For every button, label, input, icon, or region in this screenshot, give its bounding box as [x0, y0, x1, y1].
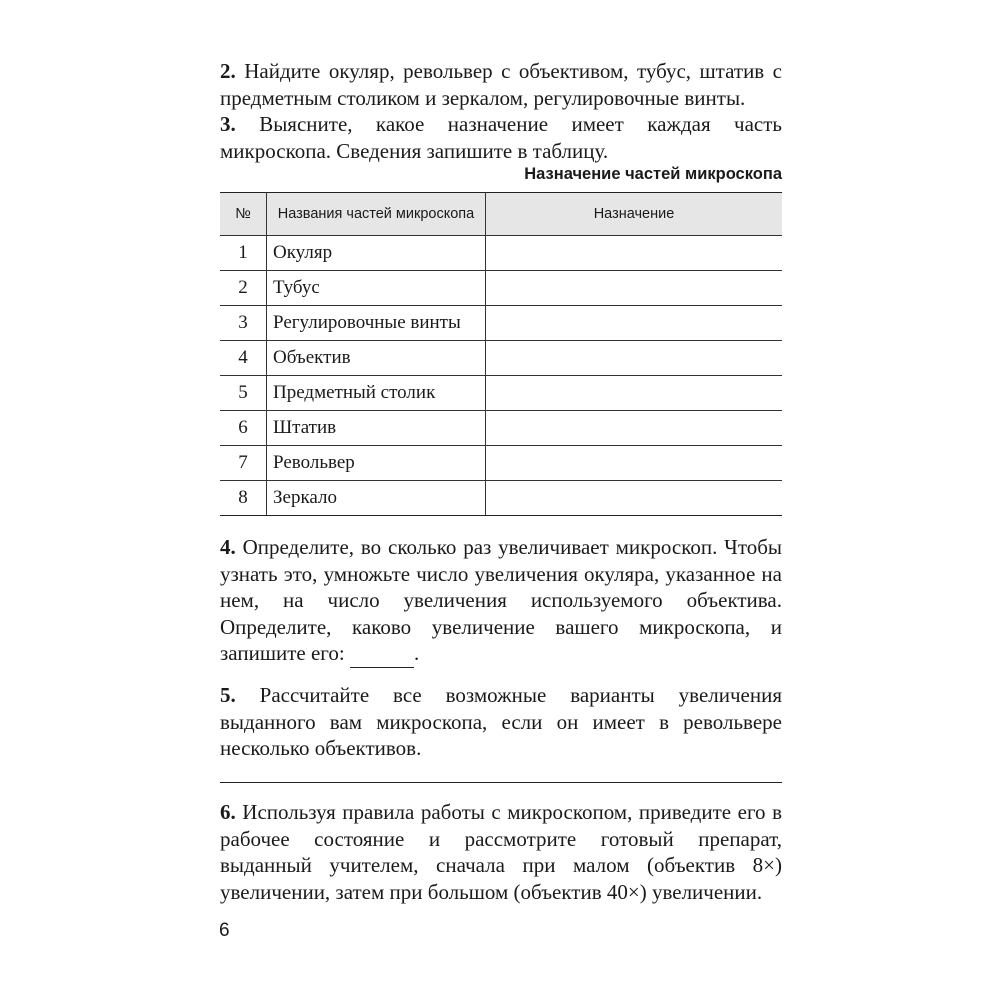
row-part-name: Зеркало: [267, 481, 486, 516]
table-row: [220, 446, 782, 481]
header-purpose: Назначение: [486, 193, 783, 236]
row-number: 7: [220, 446, 267, 481]
header-number: №: [220, 193, 267, 236]
page-number: 6: [219, 920, 230, 941]
table-row: [220, 411, 782, 446]
row-number: 3: [220, 306, 267, 341]
row-part-name: Регулировочные винты: [267, 306, 486, 341]
row-part-name: Тубус: [267, 271, 486, 306]
table-row: [220, 341, 782, 376]
row-number: 2: [220, 271, 267, 306]
row-purpose-cell[interactable]: [486, 411, 783, 446]
task-6-number: 6.: [220, 800, 236, 824]
task-3-text: Выясните, какое назначение имеет каждая часть микроскопа. Сведения запишите в таблицу.: [220, 112, 782, 163]
task-4: [220, 534, 782, 668]
row-part-name: Объектив: [267, 341, 486, 376]
table-caption: Назначение частей микроскопа: [524, 165, 782, 183]
row-number: 4: [220, 341, 267, 376]
row-purpose-cell[interactable]: [486, 271, 783, 306]
task-6-text: Используя правила работы с микроскопом, приведите его в рабочее состояние и рассмотрите готовый препарат, выданный учителем, сначала при малом (объектив 8×) увеличении, затем при большом (объектив 40×) увеличении.: [220, 800, 782, 904]
task-5: [220, 682, 782, 762]
microscope-parts-table: [220, 192, 782, 516]
row-part-name: Окуляр: [267, 236, 486, 271]
row-purpose-cell[interactable]: [486, 341, 783, 376]
table-row: [220, 306, 782, 341]
task-4-number: 4.: [220, 535, 236, 559]
table-row: [220, 236, 782, 271]
answer-line[interactable]: [220, 782, 782, 783]
row-number: 5: [220, 376, 267, 411]
task-6: [220, 799, 782, 905]
task-3: [220, 111, 782, 164]
row-part-name: Штатив: [267, 411, 486, 446]
row-purpose-cell[interactable]: [486, 376, 783, 411]
row-number: 1: [220, 236, 267, 271]
magnification-blank[interactable]: [350, 640, 414, 668]
row-purpose-cell[interactable]: [486, 236, 783, 271]
task-5-number: 5.: [220, 683, 236, 707]
task-2: [220, 58, 782, 111]
table-row: [220, 271, 782, 306]
header-part-name: Названия частей микроскопа: [267, 193, 486, 236]
task-5-text: Рассчитайте все возможные варианты увеличения выданного вам микроскопа, если он имеет в револьвере несколько объективов.: [220, 683, 782, 760]
table-header-row: [220, 193, 782, 236]
table-row: [220, 376, 782, 411]
row-purpose-cell[interactable]: [486, 446, 783, 481]
task-4-text: Определите, во сколько раз увеличивает микроскоп. Чтобы узнать это, умножьте число увеличения окуляра, указанное на нем, на число увеличения используемого объектива. Определите, каково увеличение вашего микроскопа, и запишите его:: [220, 535, 783, 665]
row-part-name: Револьвер: [267, 446, 486, 481]
row-number: 8: [220, 481, 267, 516]
task-4-tail: .: [413, 641, 420, 665]
task-2-number: 2.: [220, 59, 236, 83]
row-purpose-cell[interactable]: [486, 481, 783, 516]
table-row: [220, 481, 782, 516]
row-purpose-cell[interactable]: [486, 306, 783, 341]
task-3-number: 3.: [220, 112, 236, 136]
row-part-name: Предметный столик: [267, 376, 486, 411]
task-2-text: Найдите окуляр, револьвер с объективом, тубус, штатив с предметным столиком и зеркалом, регулировочные винты.: [220, 59, 783, 110]
row-number: 6: [220, 411, 267, 446]
